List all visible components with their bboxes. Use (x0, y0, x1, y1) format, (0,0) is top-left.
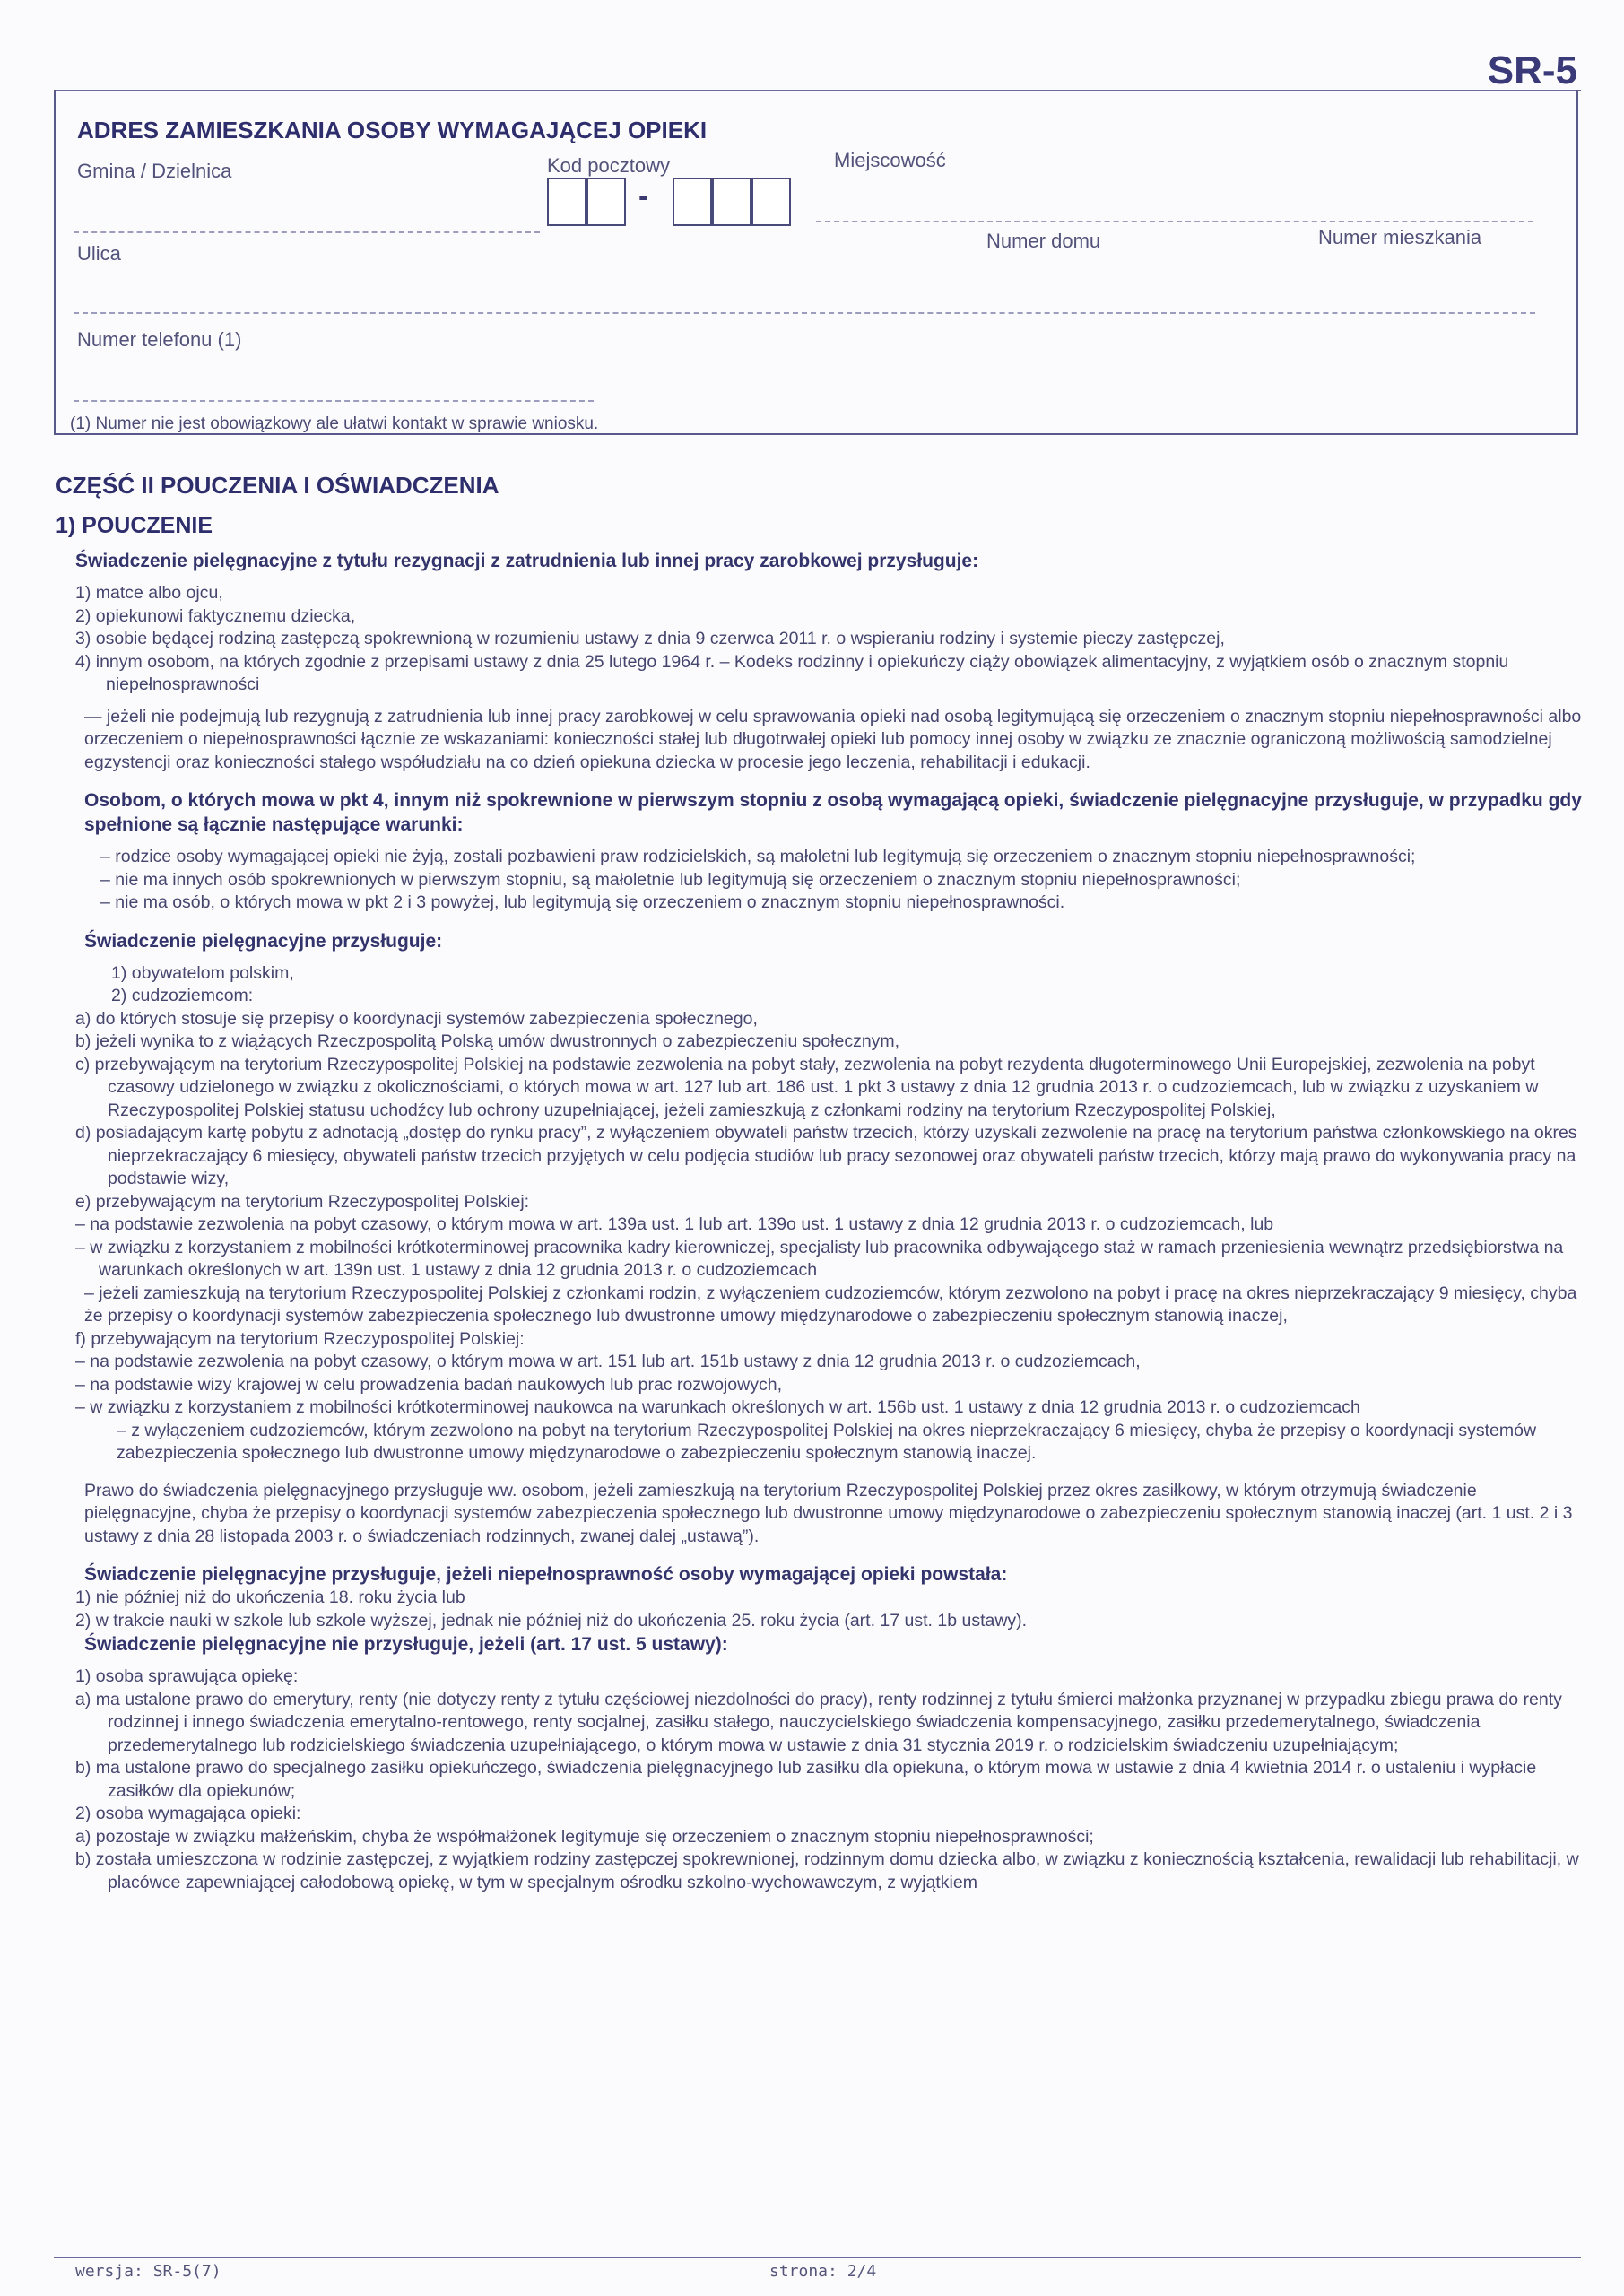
version-label: wersja: SR-5(7) (75, 2262, 221, 2281)
street-label: Ulica (77, 242, 121, 265)
p3-item: 1) obywatelom polskim, (111, 962, 294, 983)
p1-condition: — jeżeli nie podejmują lub rezygnują z zatrudnienia lub innej pracy zarobkowej w celu sprawowania opieki nad osobą legitymującą się orzeczeniem o znacznym stopniu niepełnosprawności albo orzeczeniem o niepełnosprawności łącznie ze wskazaniami: konieczności stałej lub długotrwałej opieki lub pomocy innej osoby w związku ze znacznie ograniczoną możliwością samodzielnej egzystencji oraz konieczności stałego współudziału na co dzień opiekuna dziecka w procesie jego leczenia, rehabilitacji i edukacji. (84, 706, 1582, 772)
p6-item: 2) osoba wymagająca opieki: (75, 1804, 301, 1823)
form-code: SR-5 (1487, 48, 1577, 92)
p5-item: 1) nie później niż do ukończenia 18. roku życia lub (75, 1587, 465, 1607)
city-input[interactable] (834, 179, 1537, 221)
p1-item: 2) opiekunowi faktycznemu dziecka, (75, 605, 356, 626)
postal-digit-1[interactable] (547, 178, 586, 226)
postal-separator: - (638, 179, 649, 213)
p3-f-condition: – z wyłączeniem cudzoziemców, którym zezwolono na pobyt na terytorium Rzeczypospolitej Polskiej na okres nieprzekraczający 6 miesięcy, chyba że przepisy o koordynacji systemów zabezpieczenia społecznego lub dwustronne umowy międzynarodowe o zabezpieczeniu społecznym stanowią inaczej. (117, 1420, 1537, 1463)
p1-item: 1) matce albo ojcu, (75, 583, 223, 603)
p3-e-item: – na podstawie zezwolenia na pobyt czasowy, o którym mowa w art. 139a ust. 1 lub art. 139o ust. 1 ustawy z dnia 12 grudnia 2013 r. o cudzoziemcach, lub (75, 1214, 1274, 1234)
postal-code-label: Kod pocztowy (547, 154, 670, 177)
p5-item: 2) w trakcie nauki w szkole lub szkole wyższej, jednak nie później niż do ukończenia 25. roku życia (art. 17 ust. 1b ustawy). (75, 1610, 1028, 1631)
instructions-body (75, 549, 1582, 1894)
phone-label: Numer telefonu (1) (77, 328, 242, 351)
p3-e-item: – w związku z korzystaniem z mobilności krótkoterminowej pracownika kadry kierowniczej, specjalisty lub pracownika odbywającego staż w ramach przeniesienia wewnątrz przedsiębiorstwa na warunkach określonych w art. 139n ust. 1 ustawy z dnia 12 grudnia 2013 r. o cudzoziemcach (75, 1237, 1564, 1280)
city-label: Miejscowość (834, 149, 946, 171)
p3-f-item: – na podstawie wizy krajowej w celu prowadzenia badań naukowych lub prac rozwojowych, (75, 1374, 782, 1395)
page-number: strona: 2/4 (769, 2262, 877, 2281)
house-number-input[interactable] (986, 260, 1277, 298)
p3-heading: Świadczenie pielęgnacyjne przysługuje: (84, 930, 443, 952)
p1-heading: Świadczenie pielęgnacyjne z tytułu rezygnacji z zatrudnienia lub innej pracy zarobkowej przysługuje: (75, 551, 979, 571)
house-number-label: Numer domu (986, 230, 1101, 252)
p3-sub-item: d) posiadającym kartę pobytu z adnotacją „dostęp do rynku pracy”, z wyłączeniem obywateli państw trzecich, którzy uzyskali zezwolenie na pracę na terytorium państwa członkowskiego na okres nieprzekraczający 6 miesięcy, obywateli państw trzecich przyjętych w celu podjęcia studiów lub pracy sezonowej oraz obywateli państw trzecich, którzy mają prawo do wykonywania pracy na podstawie wizy, (75, 1123, 1577, 1188)
p3-sub-item: a) do których stosuje się przepisy o koordynacji systemów zabezpieczenia społecznego, (75, 1008, 758, 1029)
postal-digit-2[interactable] (586, 178, 626, 226)
p6-sub-item: b) ma ustalone prawo do specjalnego zasiłku opiekuńczego, świadczenia pielęgnacyjnego lub zasiłku dla opiekuna, o którym mowa w ustawie z dnia 4 kwietnia 2014 r. o ustaleniu i wypłacie zasiłków dla opiekunów; (75, 1758, 1537, 1801)
apartment-number-label: Numer mieszkania (1318, 226, 1482, 248)
p2-item: – nie ma innych osób spokrewnionych w pierwszym stopniu, są małoletnie lub legitymują się orzeczeniem o znacznym stopniu niepełnosprawności; (100, 869, 1241, 890)
address-section-title: ADRES ZAMIESZKANIA OSOBY WYMAGAJĄCEJ OPIEKI (77, 117, 708, 144)
p3-e-condition: – jeżeli zamieszkują na terytorium Rzeczypospolitej Polskiej z członkami rodzin, z wyłączeniem cudzoziemców, którym zezwolono na pobyt i pracę na okres nieprzekraczający 9 miesięcy, chyba że przepisy o koordynacji systemów zabezpieczenia społecznego lub dwustronne umowy międzynarodowe o zabezpieczeniu społecznym stanowią inaczej, (84, 1283, 1577, 1326)
street-input[interactable] (75, 269, 958, 307)
p2-item: – nie ma osób, o których mowa w pkt 2 i 3 powyżej, lub legitymują się orzeczeniem o znacznym stopniu niepełnosprawności. (100, 892, 1065, 912)
p3-f-item: – w związku z korzystaniem z mobilności krótkoterminowej naukowca na warunkach określonych w art. 156b ust. 1 ustawy z dnia 12 grudnia 2013 r. o cudzoziemcach (75, 1397, 1360, 1417)
postal-digit-4[interactable] (712, 178, 751, 226)
gmina-underline (74, 231, 540, 233)
phone-footnote: (1) Numer nie jest obowiązkowy ale ułatwi kontakt w sprawie wniosku. (70, 414, 599, 433)
gmina-label: Gmina / Dzielnica (77, 160, 232, 182)
p3-item: 2) cudzoziemcom: (111, 986, 254, 1005)
p6-sub-item: b) została umieszczona w rodzinie zastępczej, z wyjątkiem rodziny zastępczej spokrewnionej, rodzinnym domu dziecka albo, w związku z koniecznością kształcenia, rewalidacji lub rehabilitacji, w placówce zapewniającej całodobową opiekę, w tym w specjalnym ośrodku szkolno-wychowawczym, z wyjątkiem (75, 1849, 1579, 1892)
p1-item: 4) innym osobom, na których zgodnie z przepisami ustawy z dnia 25 lutego 1964 r. – Kodeks rodzinny i opiekuńczy ciąży obowiązek alimentacyjny, z wyjątkiem osób o znacznym stopniu niepełnosprawności (75, 651, 1509, 694)
p3-f-item: – na podstawie zezwolenia na pobyt czasowy, o którym mowa w art. 151 lub art. 151b ustawy z dnia 12 grudnia 2013 r. o cudzoziemcach, (75, 1352, 1141, 1371)
gmina-input[interactable] (75, 183, 527, 224)
p4-paragraph: Prawo do świadczenia pielęgnacyjnego przysługuje ww. osobom, jeżeli zamieszkują na terytorium Rzeczypospolitej Polskiej przez okres zasiłkowy, w którym otrzymują świadczenie pielęgnacyjne, chyba że przepisy o koordynacji systemów zabezpieczenia społecznego lub dwustronne umowy międzynarodowe o zabezpieczeniu społecznym stanowią inaczej (art. 1 ust. 2 i 3 ustawy z dnia 28 listopada 2003 r. o świadczeniach rodzinnych, zwanej dalej „ustawą”). (84, 1480, 1573, 1546)
postal-digit-5[interactable] (751, 178, 791, 226)
part2-subtitle: 1) POUCZENIE (56, 513, 213, 538)
street-underline (74, 312, 1535, 314)
p5-heading: Świadczenie pielęgnacyjne przysługuje, jeżeli niepełnosprawność osoby wymagającej opieki powstała: (84, 1564, 1008, 1585)
p3-sub-item: f) przebywającym na terytorium Rzeczypospolitej Polskiej: (75, 1328, 525, 1349)
p6-sub-item: a) ma ustalone prawo do emerytury, renty (nie dotyczy renty z tytułu częściowej niezdolności do pracy), renty rodzinnej z tytułu śmierci małżonka przyznanej w przypadku zbiegu prawa do renty rodzinnej i innego świadczenia emerytalno-rentowego, renty socjalnej, zasiłku stałego, nauczycielskiego świadczenia kompensacyjnego, zasiłku przedemerytalnego, świadczenia przedemerytalnego lub rodzicielskiego świadczenia uzupełniającego, o którym mowa w ustawie z dnia 31 stycznia 2019 r. o rodzicielskim świadczeniu uzupełniającym; (75, 1689, 1562, 1755)
p3-sub-item: c) przebywającym na terytorium Rzeczypospolitej Polskiej na podstawie zezwolenia na pobyt stały, zezwolenia na pobyt rezydenta długoterminowego Unii Europejskiej, zezwolenia na pobyt czasowy udzielonego w związku z okolicznościami, o których mowa w art. 127 lub art. 186 ust. 1 pkt 3 ustawy z dnia 12 grudnia 2013 r. o cudzoziemcach, lub w związku z uzyskaniem w Rzeczypospolitej Polskiej statusu uchodźcy lub ochrony uzupełniającej, jeżeli zamieszkują z członkami rodziny na terytorium Rzeczypospolitej Polskiej, (75, 1054, 1539, 1120)
bottom-rule (54, 2257, 1581, 2258)
p3-sub-item: e) przebywającym na terytorium Rzeczypospolitej Polskiej: (75, 1191, 530, 1212)
postal-digit-3[interactable] (673, 178, 712, 226)
phone-input[interactable] (75, 355, 581, 393)
p6-sub-item: a) pozostaje w związku małżeńskim, chyba że współmałżonek legitymuje się orzeczeniem o znacznym stopniu niepełnosprawności; (75, 1826, 1094, 1847)
p3-sub-item: b) jeżeli wynika to z wiążących Rzeczpospolitą Polską umów dwustronnych o zabezpieczeniu społecznym, (75, 1031, 900, 1051)
p1-item: 3) osobie będącej rodziną zastępczą spokrewnioną w rozumieniu ustawy z dnia 9 czerwca 2011 r. o wspieraniu rodziny i systemie pieczy zastępczej, (75, 629, 1225, 648)
p2-heading: Osobom, o których mowa w pkt 4, innym niż spokrewnione w pierwszym stopniu z osobą wymagającą opieki, świadczenie pielęgnacyjne przysługuje, w przypadku gdy spełnione są łącznie następujące warunki: (84, 790, 1582, 835)
part2-title: CZĘŚĆ II POUCZENIA I OŚWIADCZENIA (56, 472, 499, 499)
p6-item: 1) osoba sprawująca opiekę: (75, 1666, 299, 1686)
city-underline (816, 221, 1533, 222)
p2-item: – rodzice osoby wymagającej opieki nie żyją, zostali pozbawieni praw rodzicielskich, są małoletni lub legitymują się orzeczeniem o znacznym stopniu niepełnosprawności; (100, 847, 1416, 866)
phone-underline (74, 400, 594, 402)
p6-heading: Świadczenie pielęgnacyjne nie przysługuje, jeżeli (art. 17 ust. 5 ustawy): (84, 1634, 728, 1655)
apartment-number-input[interactable] (1318, 257, 1555, 294)
